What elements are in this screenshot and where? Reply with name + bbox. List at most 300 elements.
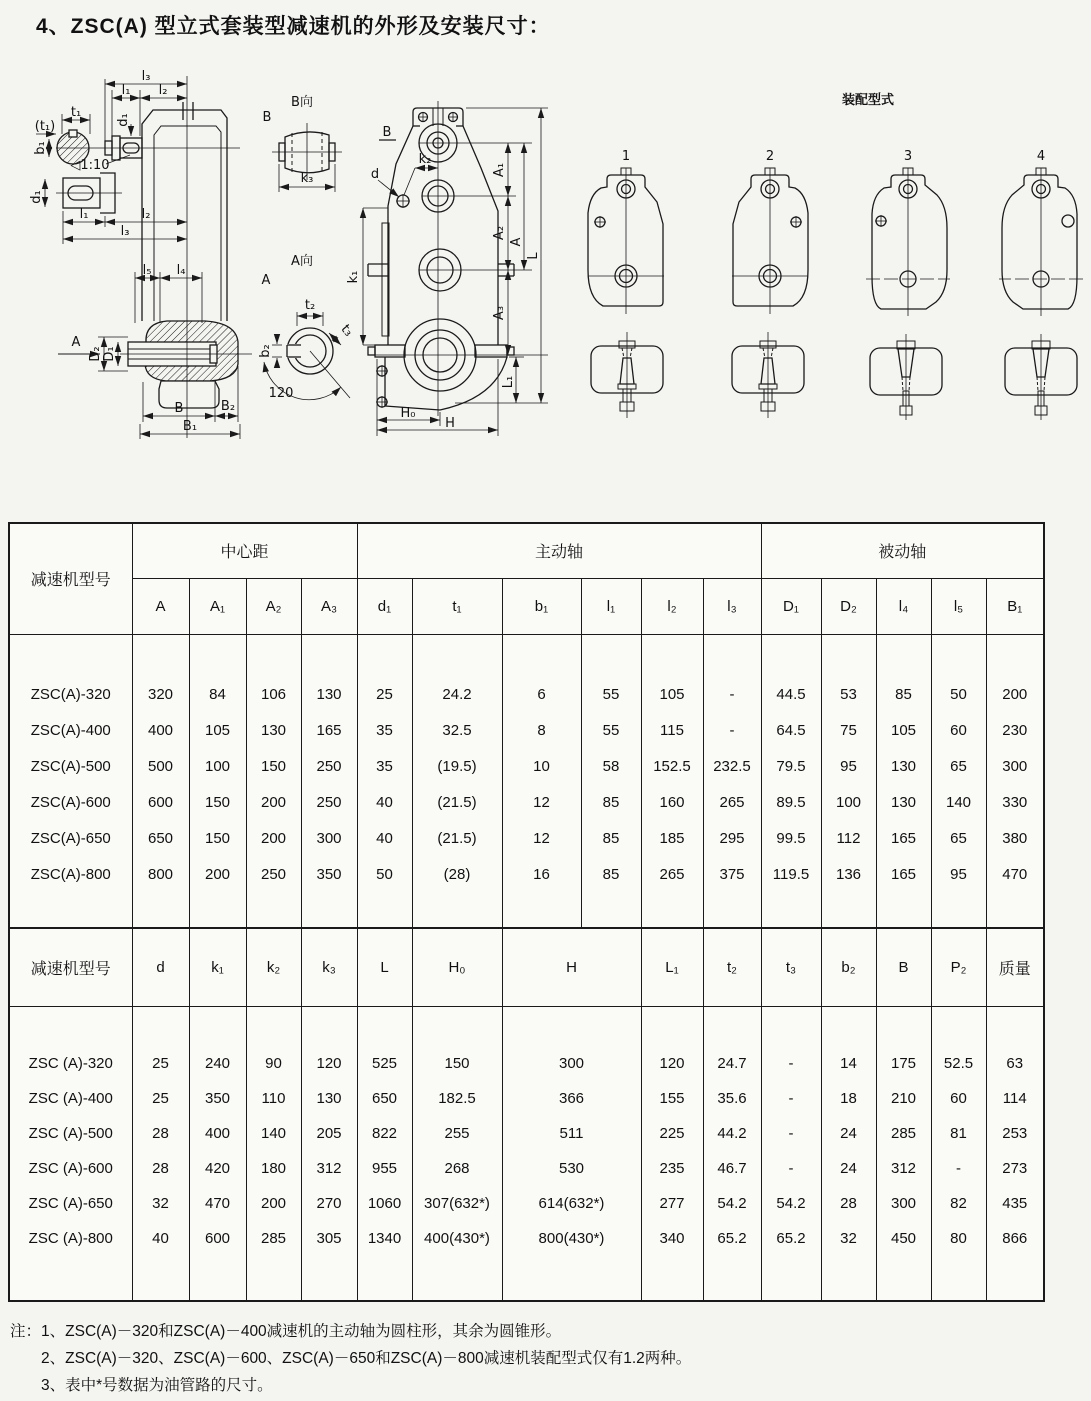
cell: 89.5	[761, 784, 821, 820]
cell: 160	[641, 784, 703, 820]
spacer-cell	[761, 1256, 821, 1301]
cell: 277	[641, 1186, 703, 1221]
spacer-cell	[412, 634, 502, 676]
table-row	[9, 784, 1044, 820]
spacer-cell	[246, 1256, 301, 1301]
spacer-cell	[189, 1006, 246, 1046]
cell: 307(632*)	[412, 1186, 502, 1221]
table-row	[9, 1186, 1044, 1221]
cell: 182.5	[412, 1081, 502, 1116]
cell: 24	[821, 1116, 876, 1151]
cell: 225	[641, 1116, 703, 1151]
cell: 435	[986, 1186, 1044, 1221]
cell: 312	[301, 1151, 357, 1186]
spacer-cell	[301, 892, 357, 928]
cell: 500	[132, 748, 189, 784]
cell: 200	[246, 784, 301, 820]
cell: 28	[821, 1186, 876, 1221]
dim-label-l1-lower: l₁	[79, 207, 89, 222]
cell: 300	[876, 1186, 931, 1221]
cell: 525	[357, 1046, 412, 1081]
cell: 305	[301, 1221, 357, 1256]
spacer-cell	[821, 634, 876, 676]
spacer-cell	[761, 634, 821, 676]
spacer-cell	[876, 1256, 931, 1301]
column-header: A₂	[246, 578, 301, 634]
cell: 130	[301, 1081, 357, 1116]
spacer-cell	[412, 1256, 502, 1301]
cell: 273	[986, 1151, 1044, 1186]
dim-label-b2: b₂	[258, 344, 273, 358]
spacer-cell	[931, 634, 986, 676]
cell: 120	[301, 1046, 357, 1081]
cell: 112	[821, 820, 876, 856]
spacer-cell	[502, 634, 581, 676]
cell: 100	[189, 748, 246, 784]
cell: 130	[301, 676, 357, 712]
column-header: t₃	[761, 928, 821, 1006]
cell: 105	[641, 676, 703, 712]
cell: 240	[189, 1046, 246, 1081]
cell: 253	[986, 1116, 1044, 1151]
model-cell: ZSC (A)-320	[9, 1046, 132, 1081]
spacer-cell	[986, 892, 1044, 928]
assembly-type-3	[866, 168, 950, 316]
cell: 200	[246, 820, 301, 856]
model-cell: ZSC(A)-600	[9, 784, 132, 820]
cell: 85	[581, 820, 641, 856]
dim-label-A1: A₁	[492, 162, 507, 178]
cell: 165	[876, 856, 931, 892]
dim-label-l3-lower: l₃	[120, 224, 130, 239]
cell: 232.5	[703, 748, 761, 784]
spacer-cell	[9, 1256, 132, 1301]
column-header: B	[876, 928, 931, 1006]
cell: 200	[246, 1186, 301, 1221]
cell: 25	[132, 1081, 189, 1116]
model-cell: ZSC (A)-500	[9, 1116, 132, 1151]
cell: 130	[876, 784, 931, 820]
cell: 340	[641, 1221, 703, 1256]
spacer-cell	[821, 892, 876, 928]
cell: 470	[986, 856, 1044, 892]
cell: 185	[641, 820, 703, 856]
dim-label-l2-lower: l₂	[141, 207, 151, 222]
cell: 10	[502, 748, 581, 784]
table-row	[9, 748, 1044, 784]
cell: 25	[357, 676, 412, 712]
column-header: k₁	[189, 928, 246, 1006]
cell: 350	[189, 1081, 246, 1116]
model-cell: ZSC(A)-500	[9, 748, 132, 784]
note-line-2: 2、ZSC(A)－320、ZSC(A)－600、ZSC(A)－650和ZSC(A)－800减速机装配型式仅有1.2两种。	[41, 1350, 692, 1367]
spacer-cell	[412, 892, 502, 928]
spacer-cell	[931, 1006, 986, 1046]
cell: 270	[301, 1186, 357, 1221]
spacer-cell	[703, 1006, 761, 1046]
column-header: L	[357, 928, 412, 1006]
dimensions-table-lower	[8, 927, 1045, 1302]
spacer-cell	[246, 892, 301, 928]
cell: 85	[581, 856, 641, 892]
cell: 32	[821, 1221, 876, 1256]
cell: 90	[246, 1046, 301, 1081]
column-header: t₂	[703, 928, 761, 1006]
table-row	[9, 1221, 1044, 1256]
cell: 200	[986, 676, 1044, 712]
angle-label-120: 120	[268, 386, 294, 401]
spacer-cell	[986, 1256, 1044, 1301]
cell: 44.2	[703, 1116, 761, 1151]
cell: (21.5)	[412, 784, 502, 820]
cell: 14	[821, 1046, 876, 1081]
cell: 1340	[357, 1221, 412, 1256]
cell: 65	[931, 820, 986, 856]
cell: 450	[876, 1221, 931, 1256]
table-row	[9, 1081, 1044, 1116]
cell: 250	[246, 856, 301, 892]
cell: 60	[931, 1081, 986, 1116]
group-header-drive-shaft: 主动轴	[357, 523, 761, 578]
cell: 265	[641, 856, 703, 892]
column-header: P₂	[931, 928, 986, 1006]
technical-drawings	[0, 46, 1091, 486]
cell: 312	[876, 1151, 931, 1186]
cell: 800	[132, 856, 189, 892]
group-header-driven-shaft: 被动轴	[761, 523, 1044, 578]
assembly-number-4: 4	[1036, 149, 1046, 164]
cell: 106	[246, 676, 301, 712]
cell: 800(430*)	[502, 1221, 641, 1256]
cell: 235	[641, 1151, 703, 1186]
cell: 6	[502, 676, 581, 712]
cell: 205	[301, 1116, 357, 1151]
spacer-cell	[502, 1006, 641, 1046]
cell: 24.2	[412, 676, 502, 712]
table-row	[9, 1151, 1044, 1186]
spacer-cell	[761, 892, 821, 928]
cell: 350	[301, 856, 357, 892]
cell: 54.2	[703, 1186, 761, 1221]
dim-label-B2: B₂	[220, 399, 236, 414]
dim-label-b1: b₁	[33, 141, 48, 155]
column-header: A₁	[189, 578, 246, 634]
cell: 250	[301, 748, 357, 784]
cell: 255	[412, 1116, 502, 1151]
cell: 40	[357, 820, 412, 856]
column-header: b₁	[502, 578, 581, 634]
cell: 150	[189, 784, 246, 820]
spacer-cell	[821, 1006, 876, 1046]
model-cell: ZSC (A)-600	[9, 1151, 132, 1186]
column-header: k₃	[301, 928, 357, 1006]
spacer-cell	[876, 634, 931, 676]
cell: 81	[931, 1116, 986, 1151]
spacer-cell	[246, 634, 301, 676]
cell: 18	[821, 1081, 876, 1116]
cell: 230	[986, 712, 1044, 748]
dim-label-l3: l₃	[141, 69, 151, 84]
group-header-center-distance: 中心距	[132, 523, 357, 578]
column-header: d₁	[357, 578, 412, 634]
cell: 285	[876, 1116, 931, 1151]
column-header: l₃	[703, 578, 761, 634]
cell: 130	[876, 748, 931, 784]
cell: 99.5	[761, 820, 821, 856]
spacer-cell	[876, 1006, 931, 1046]
view-a-ref: A	[261, 273, 271, 288]
spacer-cell	[189, 892, 246, 928]
cell: 165	[301, 712, 357, 748]
cell: 380	[986, 820, 1044, 856]
cell: 152.5	[641, 748, 703, 784]
spacer-cell	[876, 892, 931, 928]
dim-label-D2: D₂	[88, 346, 103, 362]
dim-label-L: L	[526, 252, 541, 260]
spacer-cell	[357, 1256, 412, 1301]
cell: 155	[641, 1081, 703, 1116]
cell: 114	[986, 1081, 1044, 1116]
column-header: H₀	[412, 928, 502, 1006]
cell: 150	[189, 820, 246, 856]
cell: 100	[821, 784, 876, 820]
cell: 24.7	[703, 1046, 761, 1081]
cell: 53	[821, 676, 876, 712]
cell: 8	[502, 712, 581, 748]
dim-label-A2: A₂	[492, 225, 507, 241]
cell: 28	[132, 1116, 189, 1151]
dim-label-A3: A₃	[492, 305, 507, 321]
cell: 105	[876, 712, 931, 748]
cell: 95	[931, 856, 986, 892]
cell: 85	[876, 676, 931, 712]
cell: 35.6	[703, 1081, 761, 1116]
spacer-cell	[641, 892, 703, 928]
table-row	[9, 712, 1044, 748]
spacer-cell	[986, 1006, 1044, 1046]
taper-label: ◁1:10	[70, 158, 110, 173]
spacer-cell	[301, 634, 357, 676]
model-cell: ZSC (A)-650	[9, 1186, 132, 1221]
cell: (21.5)	[412, 820, 502, 856]
spacer-cell	[301, 1256, 357, 1301]
cell: -	[761, 1151, 821, 1186]
cell: -	[703, 712, 761, 748]
cell: 150	[246, 748, 301, 784]
cell: 300	[986, 748, 1044, 784]
cell: 650	[357, 1081, 412, 1116]
notes-prefix: 注：	[10, 1323, 42, 1340]
spacer-cell	[132, 1006, 189, 1046]
spacer-cell	[821, 1256, 876, 1301]
spacer-cell	[9, 892, 132, 928]
column-header: t₁	[412, 578, 502, 634]
column-header: B₁	[986, 578, 1044, 634]
model-cell: ZSC (A)-800	[9, 1221, 132, 1256]
cell: 55	[581, 712, 641, 748]
dim-label-k3: k₃	[300, 171, 314, 186]
model-cell: ZSC (A)-400	[9, 1081, 132, 1116]
spacer-cell	[189, 634, 246, 676]
spacer-cell	[9, 634, 132, 676]
cell: 52.5	[931, 1046, 986, 1081]
cell: 150	[412, 1046, 502, 1081]
cell: 614(632*)	[502, 1186, 641, 1221]
cell: 55	[581, 676, 641, 712]
front-view-drawing	[368, 108, 514, 410]
cell: 16	[502, 856, 581, 892]
cell: 32.5	[412, 712, 502, 748]
cell: 295	[703, 820, 761, 856]
spacer-cell	[931, 892, 986, 928]
cell: 530	[502, 1151, 641, 1186]
cell: 50	[357, 856, 412, 892]
cell: 25	[132, 1046, 189, 1081]
dim-label-B: B	[174, 401, 184, 416]
dim-label-B1: B₁	[182, 419, 198, 434]
dim-label-A: A	[509, 237, 524, 247]
cell: 180	[246, 1151, 301, 1186]
cell: 119.5	[761, 856, 821, 892]
cell: 95	[821, 748, 876, 784]
spacer-cell	[357, 892, 412, 928]
cell: 44.5	[761, 676, 821, 712]
cell: 140	[931, 784, 986, 820]
cell: -	[931, 1151, 986, 1186]
spacer-cell	[9, 1006, 132, 1046]
cell: 58	[581, 748, 641, 784]
cell: 64.5	[761, 712, 821, 748]
assembly-number-2: 2	[765, 149, 775, 164]
cell: 400	[189, 1116, 246, 1151]
assembly-type-4	[999, 168, 1083, 316]
table-row	[9, 1116, 1044, 1151]
dim-label-l1: l₁	[121, 83, 131, 98]
cell: 300	[502, 1046, 641, 1081]
cell: 24	[821, 1151, 876, 1186]
cell: 300	[301, 820, 357, 856]
cell: 84	[189, 676, 246, 712]
cell: 85	[581, 784, 641, 820]
dim-label-d: d	[370, 167, 380, 182]
spacer-cell	[502, 892, 581, 928]
cell: 955	[357, 1151, 412, 1186]
cell: 866	[986, 1221, 1044, 1256]
spacer-cell	[931, 1256, 986, 1301]
assembly-number-3: 3	[903, 149, 913, 164]
dim-label-k1: k₁	[346, 270, 361, 284]
dim-label-l4: l₄	[176, 263, 186, 278]
cell: 470	[189, 1186, 246, 1221]
assembly-hub-1	[591, 332, 663, 418]
view-b-labels	[263, 95, 314, 186]
cell: 130	[246, 712, 301, 748]
model-column-header: 减速机型号	[9, 523, 132, 634]
spacer-cell	[412, 1006, 502, 1046]
note-line-1: 1、ZSC(A)－320和ZSC(A)－400减速机的主动轴为圆柱形，其余为圆锥形。	[41, 1323, 562, 1340]
table-row	[9, 676, 1044, 712]
dim-label-H: H	[445, 416, 455, 431]
cell: 285	[246, 1221, 301, 1256]
model-cell: ZSC(A)-320	[9, 676, 132, 712]
cell: (28)	[412, 856, 502, 892]
spacer-cell	[703, 892, 761, 928]
assembly-type-1	[588, 168, 664, 314]
cell: 320	[132, 676, 189, 712]
cell: 400(430*)	[412, 1221, 502, 1256]
cell: 65.2	[703, 1221, 761, 1256]
notes-list	[41, 1318, 691, 1399]
spacer-cell	[641, 1256, 703, 1301]
footnotes	[10, 1318, 691, 1399]
spacer-cell	[641, 1006, 703, 1046]
assembly-hub-4	[1005, 334, 1077, 420]
cell: 165	[876, 820, 931, 856]
spacer-cell	[581, 634, 641, 676]
cell: -	[703, 676, 761, 712]
column-header: D₂	[821, 578, 876, 634]
front-view-labels	[346, 125, 541, 431]
cell: 420	[189, 1151, 246, 1186]
table-row	[9, 856, 1044, 892]
cell: -	[761, 1116, 821, 1151]
cell: 400	[132, 712, 189, 748]
column-header: H	[502, 928, 641, 1006]
cell: 63	[986, 1046, 1044, 1081]
assembly-type-2	[732, 168, 808, 314]
table-row	[9, 820, 1044, 856]
cell: 330	[986, 784, 1044, 820]
cell: 366	[502, 1081, 641, 1116]
cell: 110	[246, 1081, 301, 1116]
cell: 65.2	[761, 1221, 821, 1256]
spacer-cell	[357, 634, 412, 676]
cell: -	[761, 1046, 821, 1081]
cell: 28	[132, 1151, 189, 1186]
dim-label-l2: l₂	[158, 83, 168, 98]
view-a-labels	[258, 254, 356, 401]
view-ref-b: B	[382, 125, 392, 140]
cell: 54.2	[761, 1186, 821, 1221]
column-header: l₁	[581, 578, 641, 634]
dimensions-table-upper	[8, 522, 1045, 929]
dim-label-t3: t₃	[337, 321, 356, 340]
view-b-ref: B	[262, 110, 272, 125]
cell: 268	[412, 1151, 502, 1186]
cell: -	[761, 1081, 821, 1116]
assembly-types-drawing	[588, 92, 1083, 420]
cell: 210	[876, 1081, 931, 1116]
spacer-cell	[502, 1256, 641, 1301]
assembly-number-1: 1	[621, 149, 631, 164]
column-header: L₁	[641, 928, 703, 1006]
cell: 1060	[357, 1186, 412, 1221]
dim-label-H0: H₀	[400, 406, 416, 421]
table-row	[9, 1046, 1044, 1081]
cell: 822	[357, 1116, 412, 1151]
cell: 75	[821, 712, 876, 748]
spacer-cell	[132, 634, 189, 676]
assembly-hub-3	[870, 334, 942, 420]
cell: 32	[132, 1186, 189, 1221]
spacer-cell	[641, 634, 703, 676]
model-cell: ZSC(A)-400	[9, 712, 132, 748]
column-header: k₂	[246, 928, 301, 1006]
dim-label-t1: t₁	[70, 105, 82, 120]
spacer-cell	[703, 1256, 761, 1301]
cell: 265	[703, 784, 761, 820]
cell: 80	[931, 1221, 986, 1256]
